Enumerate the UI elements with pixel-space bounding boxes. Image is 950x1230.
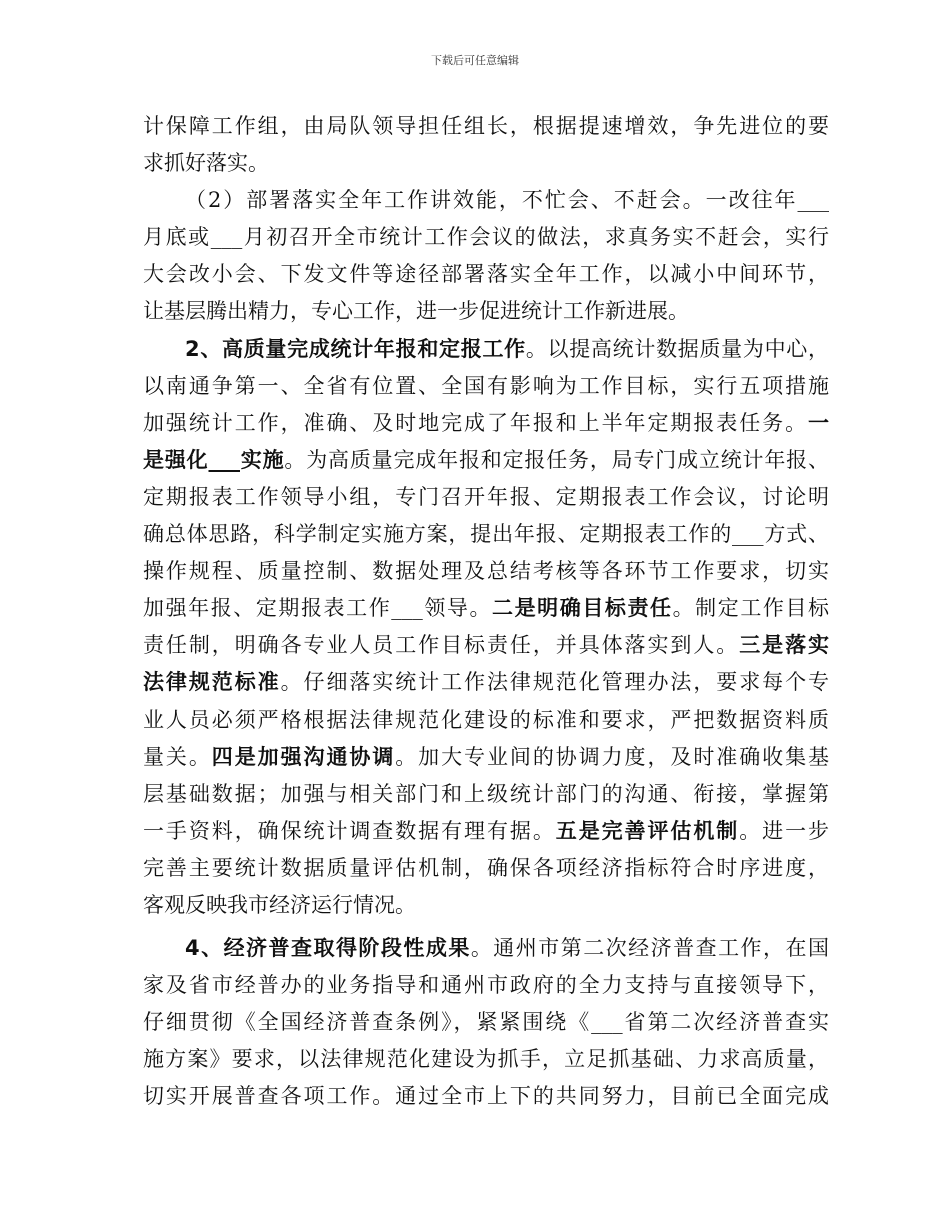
body-text: 。进一步 (739, 818, 829, 843)
text-line (143, 590, 829, 627)
body-text: 求抓好落实。 (143, 151, 269, 176)
body-text: 定期报表工作领导小组，专门召开年报、定期报表工作会议，讨论明 (143, 484, 829, 509)
body-text: 。加大专业间的协调力度，及时准确收集基 (395, 744, 829, 769)
text-line (143, 1078, 829, 1115)
body-text: 。为高质量完成年报和定报任务，局专门成立统计年报、 (284, 447, 829, 472)
body-text: 加强统计工作，准确、及时地完成了年报和上半年定期报表任务。 (143, 410, 808, 435)
body-text: 大会改小会、下发文件等途径部署落实全年工作，以减小中间环节， (143, 262, 829, 287)
body-text: 家及省市经普办的业务指导和通州市政府的全力支持与直接领导下， (143, 973, 829, 998)
bold-heading-text: 一 (808, 410, 829, 435)
body-text: 月底或___月初召开全市统计工作会议的做法，求真务实不赶会，实行 (143, 225, 829, 250)
text-line (143, 1041, 829, 1078)
text-line (143, 553, 829, 590)
text-line (143, 256, 829, 293)
text-line (143, 182, 829, 219)
document-body (143, 108, 829, 1116)
body-text: （2）部署落实全年工作讲效能，不忙会、不赶会。一改往年___ (185, 188, 829, 213)
body-text: 一手资料，确保统计调查数据有理有据。 (143, 818, 556, 843)
text-line (143, 702, 829, 739)
text-line (143, 368, 829, 405)
body-text: 。以提高统计数据质量为中心， (525, 336, 829, 361)
text-line (143, 664, 829, 701)
bold-heading-text: 4、经济普查取得阶段性成果 (185, 936, 471, 961)
text-line (143, 479, 829, 516)
body-text: 仔细贯彻《全国经济普查条例》，紧紧围绕《___省第二次经济普查实 (143, 1010, 829, 1035)
body-text: 责任制，明确各专业人员工作目标责任，并具体落实到人。 (143, 633, 740, 658)
bold-heading-text: 是强化___实施 (143, 447, 285, 472)
text-line (143, 887, 829, 924)
body-text: 操作规程、质量控制、数据处理及总结考核等各环节工作要求，切实 (143, 559, 829, 584)
body-text: 以南通争第一、全省有位置、全国有影响为工作目标，实行五项措施 (143, 373, 829, 398)
bold-heading-text: 五是完善评估机制 (555, 818, 740, 843)
bold-heading-text: 三是落实 (739, 633, 829, 658)
text-line (143, 108, 829, 145)
body-text: 施方案》要求，以法律规范化建设为抓手，立足抓基础、力求高质量， (143, 1047, 829, 1072)
bold-heading-text: 二是明确目标责任 (492, 596, 673, 621)
body-text: 量关。 (143, 744, 212, 769)
bold-heading-text: 2、高质量完成统计年报和定报工作 (185, 336, 526, 361)
text-line (143, 331, 829, 368)
body-text: 业人员必须严格根据法律规范化建设的标准和要求，严把数据资料质 (143, 707, 829, 732)
page-header: 下载后可任意编辑 (431, 54, 519, 67)
text-line (143, 516, 829, 553)
text-line (143, 219, 829, 256)
body-text: 加强年报、定期报表工作___领导。 (143, 596, 493, 621)
body-text: 确总体思路，科学制定实施方案，提出年报、定期报表工作的___方式、 (143, 522, 829, 547)
text-line (143, 293, 829, 330)
text-line (143, 850, 829, 887)
text-line (143, 930, 829, 967)
text-line (143, 967, 829, 1004)
body-text: 。制定工作目标 (672, 596, 829, 621)
text-line (143, 405, 829, 442)
body-text: 层基础数据；加强与相关部门和上级统计部门的沟通、衔接，掌握第 (143, 781, 829, 806)
body-text: 让基层腾出精力，专心工作，进一步促进统计工作新进展。 (143, 299, 689, 324)
text-line (143, 813, 829, 850)
text-line (143, 627, 829, 664)
text-line (143, 776, 829, 813)
body-text: 切实开展普查各项工作。通过全市上下的共同努力，目前已全面完成 (143, 1084, 829, 1109)
body-text: 完善主要统计数据质量评估机制，确保各项经济指标符合时序进度， (143, 855, 829, 880)
body-text: 客观反映我市经济运行情况。 (143, 892, 416, 917)
text-line (143, 1004, 829, 1041)
text-line (143, 739, 829, 776)
bold-heading-text: 四是加强沟通协调 (211, 744, 396, 769)
text-line (143, 442, 829, 479)
bold-heading-text: 法律规范标准 (143, 670, 281, 695)
body-text: 计保障工作组，由局队领导担任组长，根据提速增效，争先进位的要 (143, 114, 829, 138)
text-line (143, 145, 829, 182)
body-text: 。仔细落实统计工作法律规范化管理办法，要求每个专 (280, 670, 829, 695)
body-text: 。通州市第二次经济普查工作，在国 (470, 936, 829, 961)
